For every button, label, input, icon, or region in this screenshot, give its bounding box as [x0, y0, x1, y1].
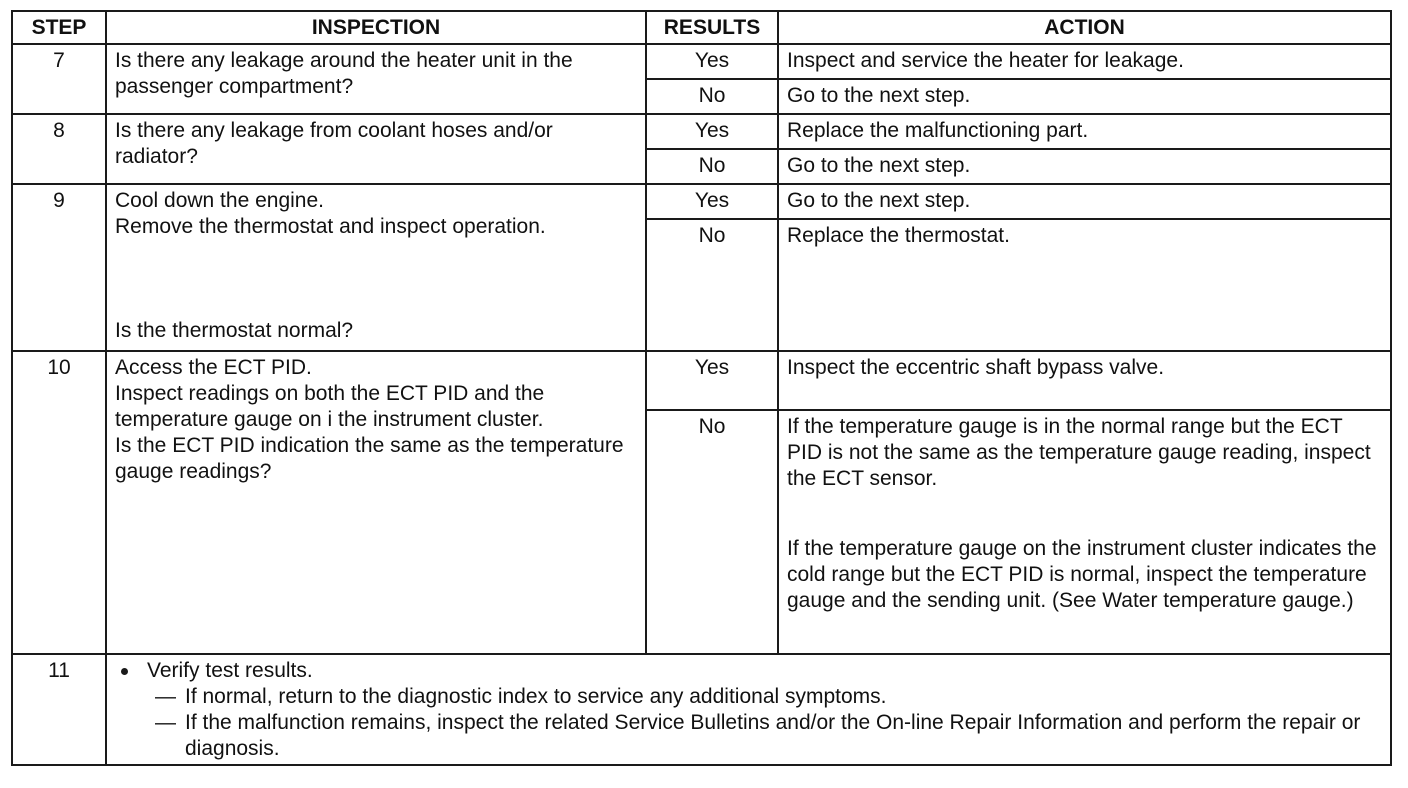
table-row	[12, 114, 1391, 149]
result-yes: Yes	[646, 114, 778, 149]
action-cell: Go to the next step.	[778, 79, 1391, 114]
bullet-icon	[121, 668, 128, 675]
sub-item-text: If normal, return to the diagnostic index to service any additional symptoms.	[185, 685, 887, 708]
bullet-text: Verify test results.	[147, 659, 313, 682]
inspection-line: Access the ECT PID.	[115, 356, 312, 379]
header-results: RESULTS	[646, 11, 778, 44]
inspection-cell: Is there any leakage around the heater unit in the passenger compartment?	[106, 44, 646, 114]
step-number: 10	[12, 351, 106, 654]
result-yes: Yes	[646, 351, 778, 410]
inspection-line: Remove the thermostat and inspect operation.	[115, 215, 546, 238]
result-no: No	[646, 410, 778, 654]
inspection-question: Is the ECT PID indication the same as the temperature gauge readings?	[115, 434, 624, 483]
action-cell: Go to the next step.	[778, 184, 1391, 219]
dash-icon: —	[155, 711, 176, 734]
result-no: No	[646, 219, 778, 351]
header-row	[12, 11, 1391, 44]
step-number: 8	[12, 114, 106, 184]
inspection-line: Inspect readings on both the ECT PID and the temperature gauge on i the instrument cluster.	[115, 382, 545, 431]
bullet-item	[115, 658, 1382, 684]
table-row	[12, 184, 1391, 219]
result-yes: Yes	[646, 44, 778, 79]
action-cell: Go to the next step.	[778, 149, 1391, 184]
header-inspection: INSPECTION	[106, 11, 646, 44]
table-row	[12, 351, 1391, 410]
action-paragraph: If the temperature gauge on the instrument cluster indicates the cold range but the ECT PID is normal, inspect the temperature gauge and the sending unit. (See Water temperature gauge.)	[787, 537, 1377, 612]
step-number: 7	[12, 44, 106, 114]
action-cell: Inspect the eccentric shaft bypass valve.	[778, 351, 1391, 410]
inspection-cell	[106, 351, 646, 654]
action-cell	[778, 410, 1391, 654]
action-paragraph: If the temperature gauge is in the normal range but the ECT PID is not the same as the temperature gauge reading, inspect the ECT sensor.	[787, 415, 1371, 490]
sub-item-text: If the malfunction remains, inspect the related Service Bulletins and/or the On-line Repair Information and perform the repair or diagnosis.	[185, 711, 1361, 760]
table-row	[12, 44, 1391, 79]
diagnostic-table	[11, 10, 1392, 766]
header-step: STEP	[12, 11, 106, 44]
inspection-line: Cool down the engine.	[115, 189, 324, 212]
result-no: No	[646, 149, 778, 184]
action-cell: Replace the malfunctioning part.	[778, 114, 1391, 149]
final-step-cell	[106, 654, 1391, 765]
step-number: 9	[12, 184, 106, 351]
result-yes: Yes	[646, 184, 778, 219]
table-row	[12, 654, 1391, 765]
dash-icon: —	[155, 685, 176, 708]
result-no: No	[646, 79, 778, 114]
step-number: 11	[12, 654, 106, 765]
sub-item	[115, 710, 1382, 762]
action-cell: Inspect and service the heater for leakage.	[778, 44, 1391, 79]
inspection-cell	[106, 184, 646, 351]
action-cell: Replace the thermostat.	[778, 219, 1391, 351]
inspection-question: Is the thermostat normal?	[115, 319, 354, 342]
sub-item	[115, 684, 1382, 710]
inspection-cell: Is there any leakage from coolant hoses and/or radiator?	[106, 114, 646, 184]
header-action: ACTION	[778, 11, 1391, 44]
